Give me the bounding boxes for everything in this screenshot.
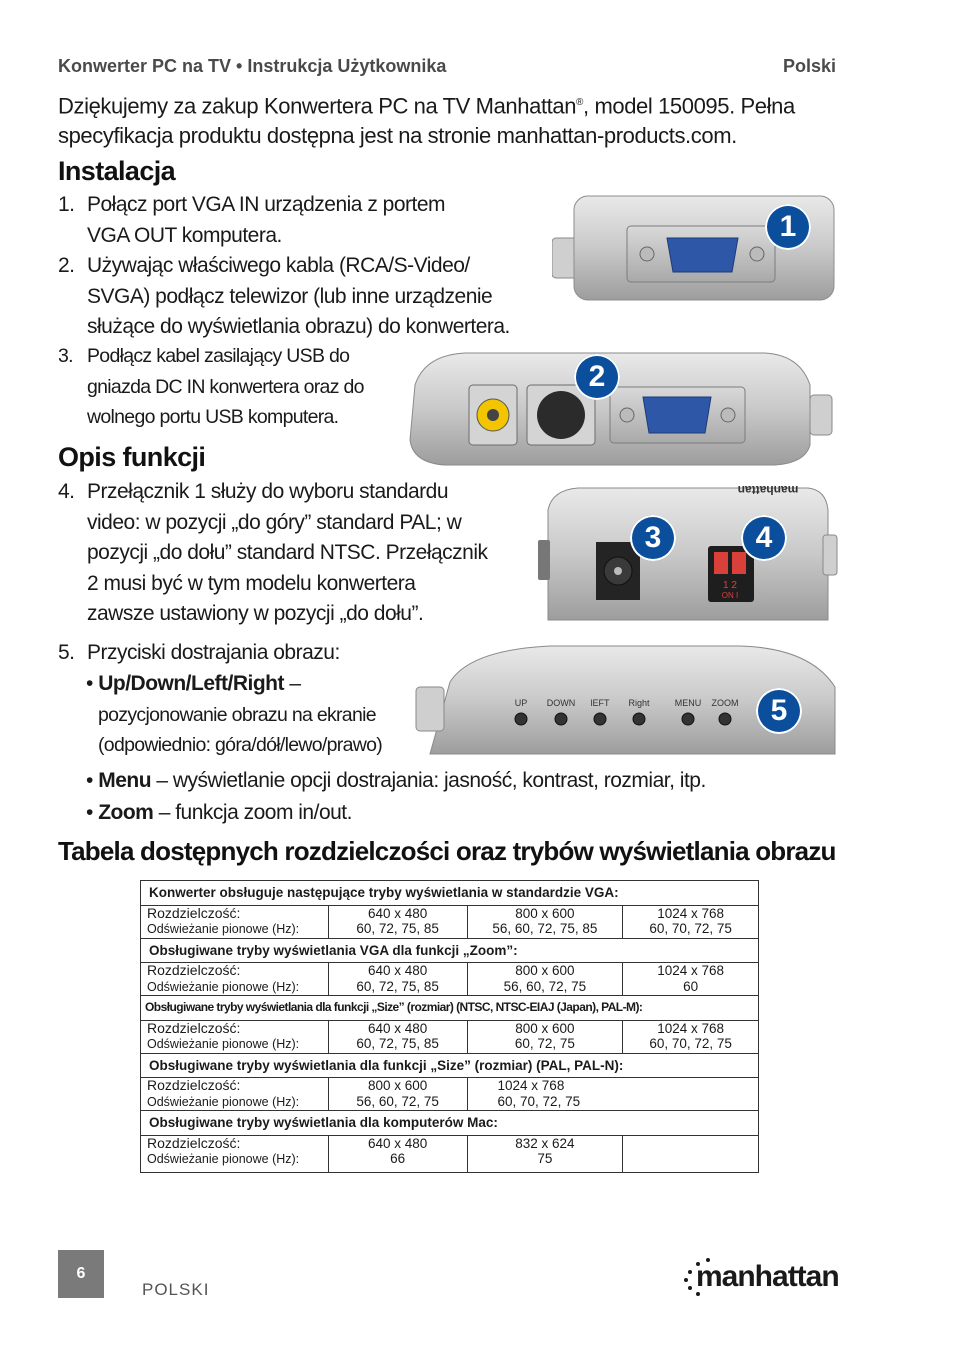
svg-text:manhattan: manhattan xyxy=(696,1260,839,1293)
bullet-zoom: • Zoom – funkcja zoom in/out. xyxy=(86,801,352,824)
table-section-header: Konwerter obsługuje następujące tryby wyświetlania w standardzie VGA: xyxy=(141,881,759,906)
figure-badge-1: 1 xyxy=(765,204,811,250)
button-label-menu: MENU xyxy=(674,698,702,708)
footer-language: POLSKI xyxy=(142,1280,210,1299)
table-section-header: Obsługiwane tryby wyświetlania VGA dla funkcji „Zoom”: xyxy=(141,938,759,963)
device-button-up xyxy=(515,713,527,725)
figure-badge-4: 4 xyxy=(741,515,787,561)
dip-numbers: 1 2 xyxy=(723,580,737,591)
manhattan-logo xyxy=(682,1252,842,1300)
header-title: Konwerter PC na TV • Instrukcja Użytkownika xyxy=(58,56,447,76)
display-modes-table xyxy=(140,880,759,1173)
device-button-zoom xyxy=(719,713,731,725)
dip-on-label: ON I xyxy=(721,591,739,600)
page-number: 6 xyxy=(58,1250,104,1298)
table-row: Rozdzielczość: Odświeżanie pionowe (Hz): 640 x 480 60, 72, 75, 85 800 x 600 56, 60, 72, 75 1024 x 768 60 xyxy=(141,963,759,996)
vga-port-icon xyxy=(667,238,738,272)
table-section-header: Obsługiwane tryby wyświetlania dla funkcji „Size” (rozmiar) (PAL, PAL-N): xyxy=(141,1053,759,1078)
intro-paragraph: Dziękujemy za zakup Konwertera PC na TV Manhattan®, model 150095. Pełna specyfikacja produktu dostępna jest na stronie manhattan-products.com. xyxy=(58,93,795,149)
section-title-functions: Opis funkcji xyxy=(58,442,206,472)
figure-badge-2: 2 xyxy=(574,354,620,400)
table-row: Rozdzielczość: Odświeżanie pionowe (Hz): 640 x 480 66 832 x 624 75 xyxy=(141,1135,759,1172)
running-header xyxy=(58,56,836,77)
button-label-left: lEFT xyxy=(590,698,610,708)
button-label-zoom: ZOOM xyxy=(711,698,739,708)
figure-badge-5: 5 xyxy=(756,688,802,734)
dip-switch-icon xyxy=(714,552,728,574)
dip-switch-icon xyxy=(732,552,746,574)
step-3: 3. Podłącz kabel zasilający USB do gniazda DC IN konwertera oraz do wolnego portu USB komputera. xyxy=(58,345,364,428)
step-2: 2. Używając właściwego kabla (RCA/S-Video/ SVGA) podłącz telewizor (lub inne urządzenie służące do wyświetlania obrazu) do konwertera. xyxy=(58,254,510,338)
step-1: 1. Połącz port VGA IN urządzenia z portem VGA OUT komputera. xyxy=(58,193,446,247)
section-title-modes-table: Tabela dostępnych rozdzielczości oraz trybów wyświetlania obrazu xyxy=(58,836,836,866)
device-button-menu xyxy=(682,713,694,725)
button-label-right: Right xyxy=(628,698,650,708)
bullet-up-down-left-right: • Up/Down/Left/Right – pozycjonowanie obrazu na ekranie (odpowiednio: góra/dół/lewo/prawo) xyxy=(86,672,383,756)
step-4: 4. Przełącznik 1 służy do wyboru standardu video: w pozycji „do góry” standard PAL; w pozycji „do dołu” standard NTSC. Przełącznik 2 musi być w tym modelu konwertera zawsze ustawiony w pozycji „do dołu”. xyxy=(58,480,488,625)
table-row: Rozdzielczość: Odświeżanie pionowe (Hz): 640 x 480 60, 72, 75, 85 800 x 600 60, 72, 75 1024 x 768 60, 70, 72, 75 xyxy=(141,1020,759,1053)
screw-icon xyxy=(640,247,654,261)
step-5: 5. Przyciski dostrajania obrazu: xyxy=(58,641,340,664)
bullet-menu: • Menu – wyświetlanie opcji dostrajania: jasność, kontrast, rozmiar, itp. xyxy=(86,769,706,792)
device-power-dip-photo xyxy=(538,480,838,630)
header-language: Polski xyxy=(782,56,836,76)
figure-badge-3: 3 xyxy=(630,515,676,561)
table-section-header: Obsługiwane tryby wyświetlania dla funkcji „Size” (rozmiar) (NTSC, NTSC-EIAJ (Japan), PAL-M): xyxy=(141,996,759,1021)
device-button-left xyxy=(594,713,606,725)
table-row: Rozdzielczość: Odświeżanie pionowe (Hz): 800 x 600 56, 60, 72, 75 1024 x 768 60, 70, 72, 75 xyxy=(141,1078,759,1111)
table-row: Rozdzielczość: Odświeżanie pionowe (Hz): 640 x 480 60, 72, 75, 85 800 x 600 56, 60, 72, 75, 85 1024 x 768 60, 70, 72, 75 xyxy=(141,905,759,938)
vga-port-icon xyxy=(643,397,711,433)
button-label-down: DOWN xyxy=(546,698,576,708)
device-button-down xyxy=(555,713,567,725)
section-title-installation: Instalacja xyxy=(58,156,176,186)
svideo-port-icon xyxy=(537,391,585,439)
brand-mirror-text: manhattan xyxy=(737,483,799,497)
screw-icon xyxy=(750,247,764,261)
device-button-right xyxy=(633,713,645,725)
button-label-up: UP xyxy=(514,698,528,708)
device-outputs-photo xyxy=(405,345,835,470)
table-section-header: Obsługiwane tryby wyświetlania dla komputerów Mac: xyxy=(141,1111,759,1136)
